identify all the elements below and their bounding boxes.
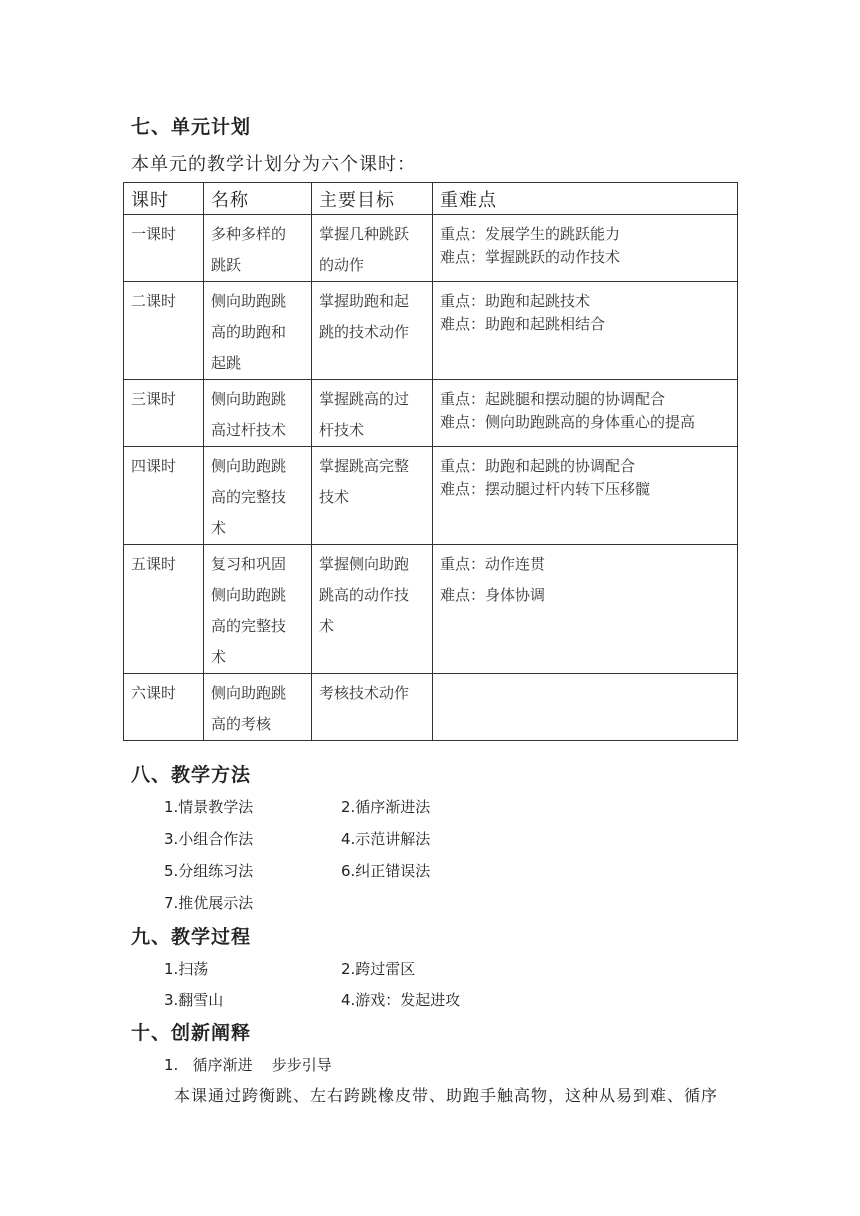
list-item: 2.循序渐进法 — [341, 798, 431, 816]
cell-goal-line: 杆技术 — [319, 421, 365, 439]
cell-goal-line: 考核技术动作 — [319, 684, 410, 702]
cell-goal-line: 掌握侧向助跑 — [319, 555, 410, 573]
list-item: 3.小组合作法 — [164, 830, 254, 848]
cell-goal — [312, 545, 433, 674]
list-item: 6.纠正错误法 — [341, 862, 431, 880]
cell-key-points — [433, 674, 738, 741]
cell-name-line: 高的完整技 — [211, 617, 287, 635]
table-row — [124, 282, 738, 380]
key-point-text: 重点：助跑和起跳的协调配合 — [440, 457, 636, 475]
difficulty-text: 难点：助跑和起跳相结合 — [440, 315, 606, 333]
cell-name-line: 复习和巩固 — [211, 555, 287, 573]
unit-plan-table — [123, 182, 738, 741]
cell-name — [204, 674, 312, 741]
list-item: 1.情景教学法 — [164, 798, 254, 816]
cell-name-line: 侧向助跑跳 — [211, 292, 287, 310]
cell-name-line: 侧向助跑跳 — [211, 390, 287, 408]
cell-goal — [312, 674, 433, 741]
key-point-text: 重点：动作连贯 — [440, 555, 546, 573]
cell-name-line: 侧向助跑跳 — [211, 586, 287, 604]
list-item: 4.示范讲解法 — [341, 830, 431, 848]
cell-lesson: 五课时 — [124, 545, 204, 674]
cell-name-line: 侧向助跑跳 — [211, 457, 287, 475]
cell-goal-line: 掌握跳高的过 — [319, 390, 410, 408]
cell-goal — [312, 282, 433, 380]
cell-name — [204, 215, 312, 282]
cell-lesson: 三课时 — [124, 380, 204, 447]
cell-goal-line: 跳的技术动作 — [319, 323, 410, 341]
cell-name-line: 术 — [211, 648, 227, 666]
cell-goal-line: 掌握助跑和起 — [319, 292, 410, 310]
cell-lesson: 一课时 — [124, 215, 204, 282]
cell-name-line: 高的完整技 — [211, 488, 287, 506]
cell-goal-line: 掌握几种跳跃 — [319, 225, 410, 243]
table-row — [124, 674, 738, 741]
cell-name-line: 高的助跑和 — [211, 323, 287, 341]
cell-key-points — [433, 545, 738, 674]
difficulty-text: 难点：侧向助跑跳高的身体重心的提高 — [440, 413, 696, 431]
cell-name-line: 多种多样的 — [211, 225, 287, 243]
cell-key-points — [433, 380, 738, 447]
cell-goal-line: 技术 — [319, 488, 350, 506]
cell-key-points — [433, 215, 738, 282]
section-10-paragraph: 本课通过跨衡跳、左右跨跳橡皮带、助跑手触高物，这种从易到难、循序 — [174, 1086, 719, 1105]
cell-goal-line: 跳高的动作技 — [319, 586, 410, 604]
section-7-intro: 本单元的教学计划分为六个课时： — [131, 154, 416, 175]
table-header-row — [124, 183, 738, 215]
cell-lesson: 六课时 — [124, 674, 204, 741]
cell-goal — [312, 215, 433, 282]
cell-name — [204, 545, 312, 674]
list-item: 3.翻雪山 — [164, 991, 224, 1009]
cell-key-points — [433, 282, 738, 380]
cell-name — [204, 447, 312, 545]
cell-lesson: 二课时 — [124, 282, 204, 380]
list-item: 5.分组练习法 — [164, 862, 254, 880]
list-item: 4.游戏：发起进攻 — [341, 991, 461, 1009]
list-item: 1.扫荡 — [164, 960, 209, 978]
key-point-text: 重点：发展学生的跳跃能力 — [440, 225, 621, 243]
cell-goal — [312, 380, 433, 447]
cell-name-line: 侧向助跑跳 — [211, 684, 287, 702]
cell-name-line: 跳跃 — [211, 256, 242, 274]
section-10-subheading: 1. 循序渐进 步步引导 — [164, 1056, 332, 1074]
difficulty-text: 难点：摆动腿过杆内转下压移髋 — [440, 480, 651, 498]
cell-name-line: 高过杆技术 — [211, 421, 287, 439]
section-9-title: 九、教学过程 — [131, 926, 252, 948]
cell-goal-line: 的动作 — [319, 256, 365, 274]
cell-goal — [312, 447, 433, 545]
cell-lesson: 四课时 — [124, 447, 204, 545]
difficulty-text: 难点：掌握跳跃的动作技术 — [440, 248, 621, 266]
key-point-text: 重点：起跳腿和摆动腿的协调配合 — [440, 390, 666, 408]
cell-name — [204, 380, 312, 447]
table-row — [124, 380, 738, 447]
cell-name-line: 起跳 — [211, 354, 242, 372]
cell-name — [204, 282, 312, 380]
section-7-title: 七、单元计划 — [131, 116, 252, 138]
cell-key-points — [433, 447, 738, 545]
header-name: 名称 — [204, 183, 312, 215]
cell-name-line: 术 — [211, 519, 227, 537]
section-8-title: 八、教学方法 — [131, 764, 252, 786]
list-item: 2.跨过雷区 — [341, 960, 416, 978]
cell-goal-line: 掌握跳高完整 — [319, 457, 410, 475]
header-goal: 主要目标 — [312, 183, 433, 215]
table-row — [124, 215, 738, 282]
table-row — [124, 545, 738, 674]
cell-name-line: 高的考核 — [211, 715, 272, 733]
list-item: 7.推优展示法 — [164, 894, 254, 912]
header-key-points: 重难点 — [433, 183, 738, 215]
difficulty-text: 难点：身体协调 — [440, 586, 546, 604]
section-10-title: 十、创新阐释 — [131, 1022, 252, 1044]
cell-goal-line: 术 — [319, 617, 335, 635]
table-row — [124, 447, 738, 545]
key-point-text: 重点：助跑和起跳技术 — [440, 292, 591, 310]
header-lesson: 课时 — [124, 183, 204, 215]
